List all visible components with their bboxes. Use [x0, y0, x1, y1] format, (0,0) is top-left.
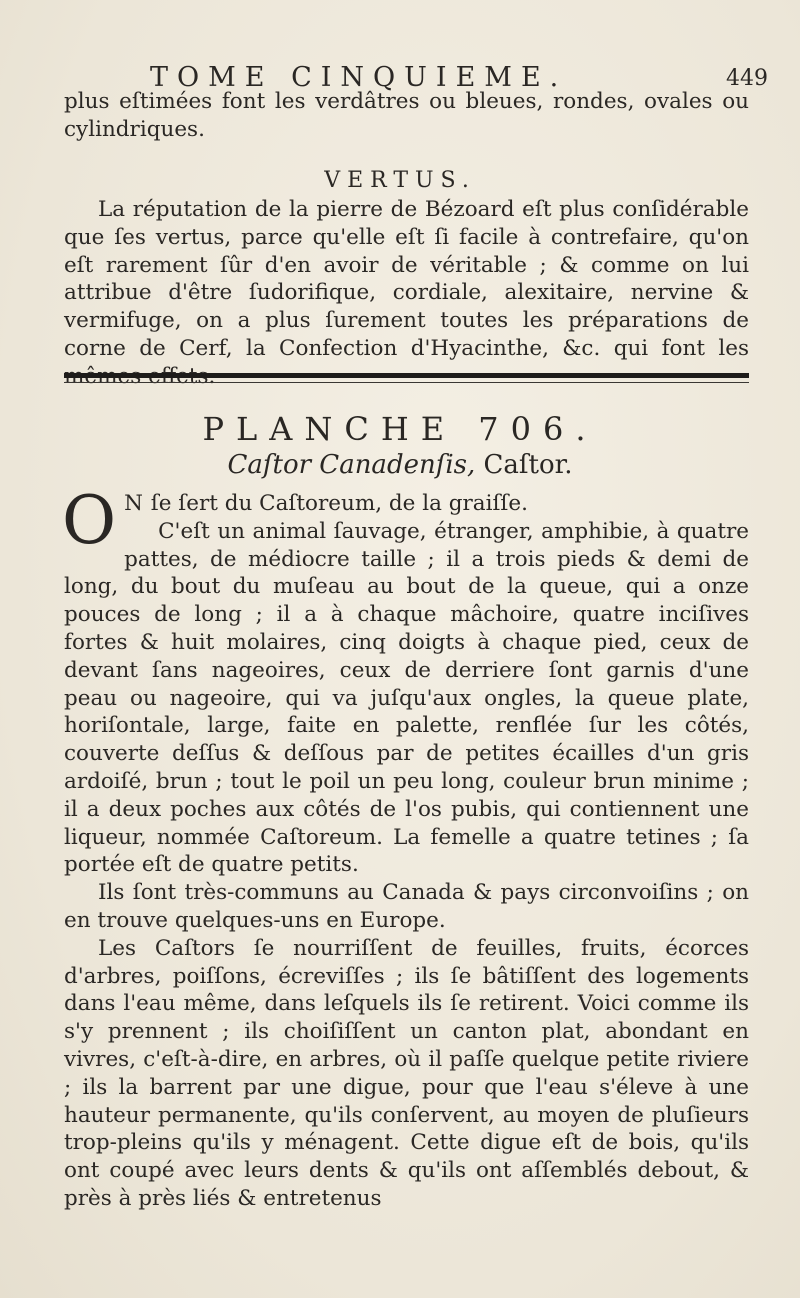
- vertus-paragraph: La réputation de la pierre de Bézoard eſt plus conſidérable que ſes vertus, parce qu'elle eſt ſi facile à contrefaire, qu'on eſt rarement ſûr d'en avoir de véritable ; & comme on lui attribue d'être ſudorifique, cordiale, alexitaire, nervine & vermifuge, on a plus ſurement toutes les préparations de corne de Cerf, la Confection d'Hyacinthe, &c. qui font les: [64, 197, 749, 361]
- latin-name: Caſtor Canadenſis,: [227, 450, 476, 480]
- paragraph-2: C'eſt un animal ſauvage, étranger, amphibie, à quatre pattes, de médiocre taille ; il a trois pieds & demi de long, du bout du muſeau au bout de la queue, qui a onze pouces de long ; il a à chaque mâchoire, quatre inciſives fortes & huit molaires, cinq doigts à chaque pied, ceux de devant ſans nageoires, ceux de derriere ſont garnis d'une peau ou nageoire, qui va juſqu'aux ongles, la queue plate, horiſontale, large, faite en palette, renflée ſur les côtés, couverte deſſus & deſſous par de petites écailles d'un gris ardoiſé, brun ; tout le poil un peu long, couleur brun minime ; il a deux poches aux côtés de l'os pubis, qui contiennent une liqueur, nommée Caſtoreum. La femelle a quatre tetines ; ſa portée eſt de quatre petits.: [64, 518, 749, 878]
- plate-subtitle: [0, 450, 800, 480]
- section-heading-vertus: VERTUS.: [324, 168, 476, 193]
- running-head: TOME CINQUIEME.: [150, 62, 568, 93]
- paragraph-1-text: ſe ſert du Caſtoreum, de la graiſſe.: [150, 491, 528, 516]
- paragraph-4: Les Caſtors ſe nourriſſent de feuilles, fruits, écorces d'arbres, poiſſons, écreviſſes ; ils ſe bâtiſſent des logements dans l'eau même, dans leſquels ils ſe retirent. Voici comme ils s'y prennent ; ils choiſiſſent un canton plat, abondant en vivres, c'eſt-à-dire, en arbres, où il paſſe quelque petite riviere ; ils la barrent par une digue, pour que l'eau s'éleve à une hauteur permanente, qu'ils conſervent, au moyen de pluſieurs trop-pleins qu'ils y ménagent. Cette digue eſt de bois, qu'ils ont coupé avec leurs dents & qu'ils ont aſſemblés debout, & près à près liés & entretenus: [64, 935, 749, 1211]
- first-word-rest: N: [124, 491, 144, 516]
- opening-text: [64, 88, 749, 144]
- plate-title: PLANCHE 706.: [202, 410, 598, 448]
- thin-rule: [64, 382, 749, 383]
- opening-paragraph: plus eſtimées font les verdâtres ou bleues, rondes, ovales ou cylindriques.: [64, 89, 749, 142]
- main-text: [62, 482, 749, 1213]
- page-number: 449: [726, 66, 768, 91]
- ornamental-rule: [64, 373, 749, 378]
- vertus-text: [64, 196, 749, 391]
- paragraph-1: [62, 482, 749, 559]
- drop-cap: O: [62, 482, 117, 559]
- paragraph-3: Ils ſont très-communs au Canada & pays circonvoiſins ; on en trouve quelques-uns en Europe.: [64, 880, 749, 933]
- common-name: Caſtor.: [483, 450, 573, 480]
